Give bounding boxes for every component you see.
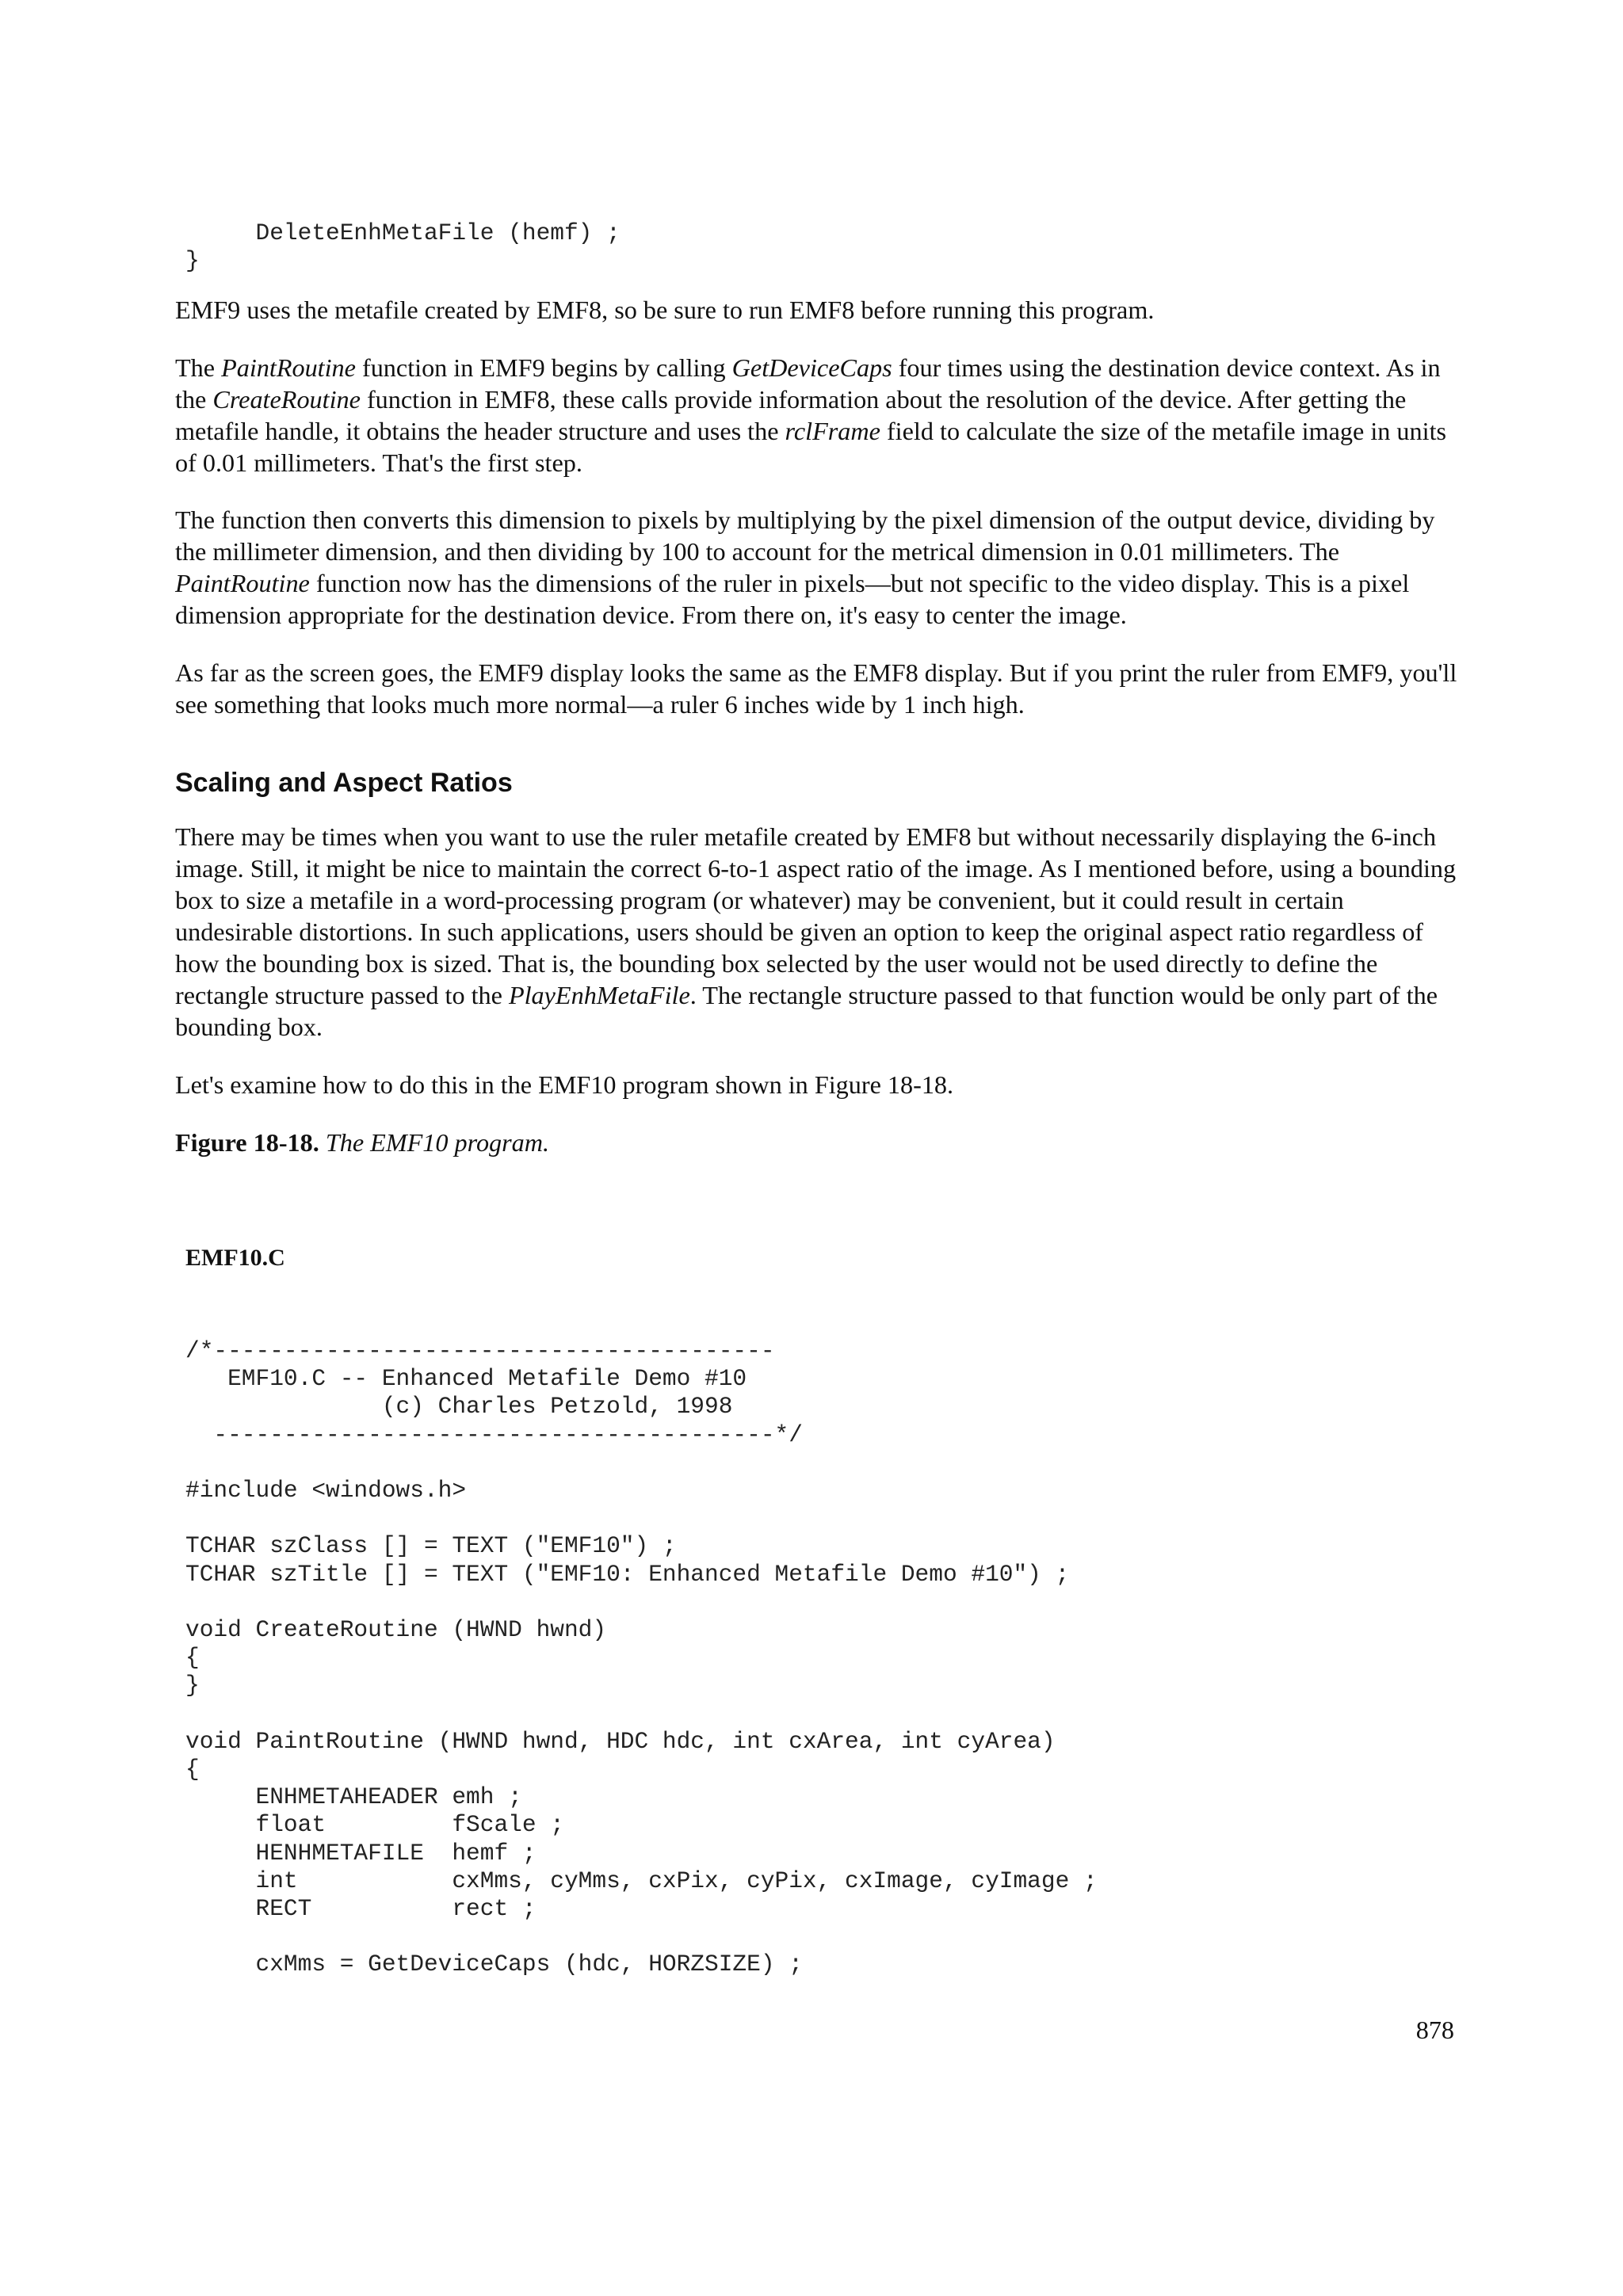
code-line: } — [185, 1672, 200, 1699]
paragraph-4: As far as the screen goes, the EMF9 display looks the same as the EMF8 display. But if you print the ruler from EMF9, you'll see something that looks much more normal—a ruler 6 inches wide by 1 inch high. — [175, 658, 1457, 719]
code-line: cxMms = GetDeviceCaps (hdc, HORZSIZE) ; — [185, 1951, 803, 1978]
text-run: The — [175, 353, 222, 382]
code-line: int cxMms, cyMms, cxPix, cyPix, cxImage, cyImage ; — [185, 1867, 1098, 1894]
paragraph-1: EMF9 uses the metafile created by EMF8, so be sure to run EMF8 before running this program. — [175, 296, 1155, 324]
code-line: ----------------------------------------*/ — [185, 1421, 803, 1448]
code-listing — [185, 1337, 1098, 1979]
text-run: . The rectangle structure passed to that function would be only part of the bounding box. — [175, 981, 1438, 1041]
code-line: { — [185, 1756, 200, 1783]
code-line: void CreateRoutine (HWND hwnd) — [185, 1616, 607, 1644]
code-line: void PaintRoutine (HWND hwnd, HDC hdc, int cxArea, int cyArea) — [185, 1727, 1056, 1755]
code-line: TCHAR szTitle [] = TEXT ("EMF10: Enhanced Metafile Demo #10") ; — [185, 1560, 1070, 1588]
code-line: { — [185, 1644, 200, 1672]
italic-term: PaintRoutine — [221, 353, 356, 382]
paragraph-3 — [175, 504, 1459, 631]
text-run: There may be times when you want to use the ruler metafile created by EMF8 but without necessarily displaying the 6-inch image. Still, it might be nice to maintain the correct 6-to-1 aspect ratio of the image. As I mentioned before, using a bounding box to size a metafile in a word-processing program (or whatever) may be convenient, but it could result in certain undesirable distortions. In such applications, users should be given an option to keep the original aspect ratio regardless of how the bounding box is sized. That is, the bounding box selected by the user would not be used directly to define the rectangle structure passed to the — [175, 822, 1457, 1009]
code-line: (c) Charles Petzold, 1998 — [185, 1393, 733, 1421]
italic-term: rclFrame — [785, 417, 880, 445]
code-line: TCHAR szClass [] = TEXT ("EMF10") ; — [185, 1532, 677, 1560]
code-line: #include <windows.h> — [185, 1477, 467, 1505]
figure-label: Figure 18-18. — [175, 1128, 319, 1157]
figure-title: The EMF10 program. — [325, 1128, 550, 1157]
listing-filename: EMF10.C — [185, 1245, 285, 1271]
code-line: DeleteEnhMetaFile (hemf) ; — [185, 219, 621, 246]
code-line: ENHMETAHEADER emh ; — [185, 1783, 522, 1811]
paragraph-5 — [175, 821, 1459, 1043]
code-line: HENHMETAFILE hemf ; — [185, 1839, 537, 1867]
italic-term: PaintRoutine — [175, 569, 310, 597]
code-line: EMF10.C -- Enhanced Metafile Demo #10 — [185, 1365, 747, 1393]
text-run: The function then converts this dimension to pixels by multiplying by the pixel dimension of the output device, dividing by the millimeter dimension, and then dividing by 100 to account for the metrical dimension in 0.01 millimeters. The — [175, 505, 1435, 566]
italic-term: PlayEnhMetaFile — [508, 981, 690, 1009]
code-line: /*---------------------------------------- — [185, 1337, 775, 1364]
code-line: float fScale ; — [185, 1811, 564, 1839]
code-line: } — [185, 247, 200, 275]
italic-term: GetDeviceCaps — [731, 353, 892, 382]
section-heading: Scaling and Aspect Ratios — [175, 768, 513, 798]
text-run: four times using the destination device context. As in the — [175, 353, 1441, 414]
figure-caption — [175, 1127, 1459, 1158]
text-run: function in EMF9 begins by calling — [355, 353, 732, 382]
text-run: function now has the dimensions of the ruler in pixels—but not specific to the video display. This is a pixel dimension appropriate for the destination device. From there on, it's easy to center the image. — [175, 569, 1410, 629]
code-fragment-top — [185, 219, 621, 275]
page-number: 878 — [1415, 2016, 1454, 2044]
text-run: field to calculate the size of the metafile image in units of 0.01 millimeters. That's the first step. — [175, 417, 1447, 477]
text-run: function in EMF8, these calls provide information about the resolution of the device. After getting the metafile handle, it obtains the header structure and uses the — [175, 385, 1407, 445]
paragraph-2 — [175, 352, 1459, 479]
paragraph-6: Let's examine how to do this in the EMF10 program shown in Figure 18-18. — [175, 1070, 954, 1099]
italic-term: CreateRoutine — [212, 385, 361, 414]
code-line: RECT rect ; — [185, 1895, 537, 1923]
